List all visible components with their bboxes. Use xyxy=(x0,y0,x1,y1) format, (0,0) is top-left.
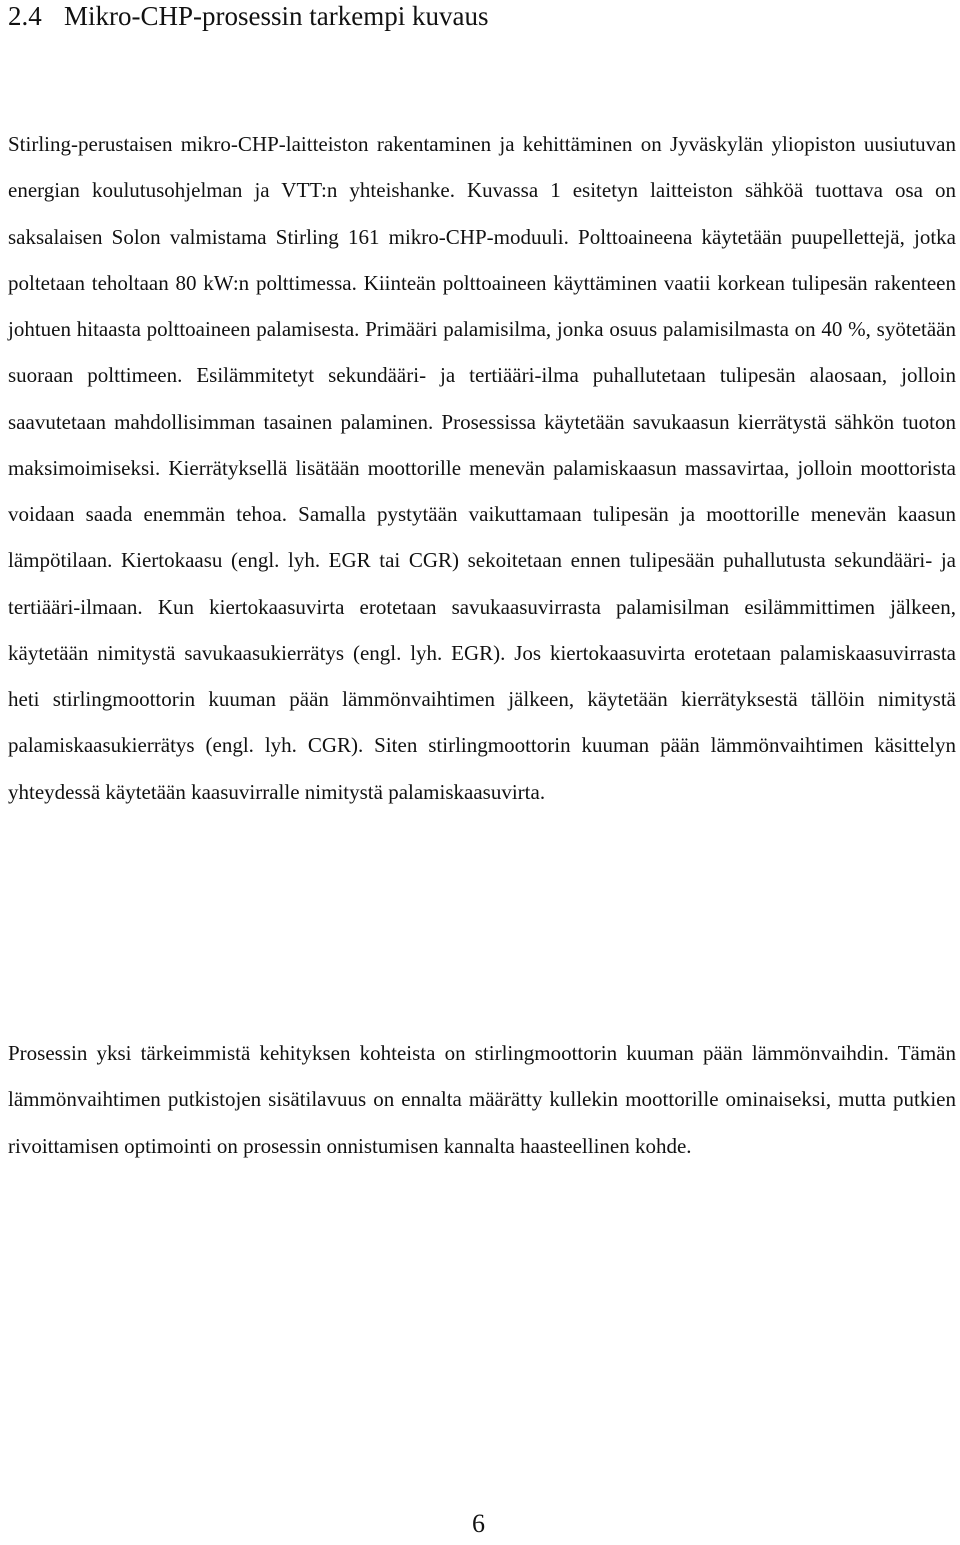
section-heading xyxy=(8,0,488,32)
page-number: 6 xyxy=(472,1509,485,1538)
section-number: 2.4 xyxy=(8,1,42,31)
body-paragraph-1: Stirling-perustaisen mikro-CHP-laitteiston rakentaminen ja kehittäminen on Jyväskylän yliopiston uusiutuvan energian koulutusohjelman ja VTT:n yhteishanke. Kuvassa 1 esitetyn laitteiston sähköä tuottava osa on saksalaisen Solon valmistama Stirling 161 mikro-CHP-moduuli. Polttoaineena käytetään puupellettejä, jotka poltetaan teholtaan 80 kW:n polttimessa. Kiinteän polttoaineen käyttäminen vaatii korkean tulipesän rakenteen johtuen hitaasta polttoaineen palamisesta. Primääri palamisilma, jonka osuus palamisilmasta on 40 %, syötetään suoraan polttimeen. Esilämmitetyt sekundääri- ja tertiääri-ilma puhallutetaan tulipesän alaosaan, jolloin saavutetaan mahdollisimman tasainen palaminen. Prosessissa käytetään savukaasun kierrätystä sähkön tuoton maksimoimiseksi. Kierrätyksellä lisätään moottorille menevän palamiskaasun massavirtaa, jolloin moottorista voidaan saada enemmän tehoa. Samalla pystytään vaikuttamaan tulipesän ja moottorille menevän kaasun lämpötilaan. Kiertokaasu (engl. lyh. EGR tai CGR) sekoitetaan ennen tulipesään puhallutusta sekundääri- ja tertiääri-ilmaan. Kun kiertokaasuvirta erotetaan savukaasuvirrasta palamisilman esilämmittimen jälkeen, käytetään nimitystä savukaasukierrätys (engl. lyh. EGR). Jos kiertokaasuvirta erotetaan palamiskaasuvirrasta heti stirlingmoottorin kuuman pään lämmönvaihtimen jälkeen, käytetään kierrätyksestä tällöin nimitystä palamiskaasukierrätys (engl. lyh. CGR). Siten stirlingmoottorin kuuman pään lämmönvaihtimen käsittelyn yhteydessä käytetään kaasuvirralle nimitystä palamiskaasuvirta. xyxy=(8,132,956,804)
body-paragraph-2: Prosessin yksi tärkeimmistä kehityksen kohteista on stirlingmoottorin kuuman pään lämmönvaihdin. Tämän lämmönvaihtimen putkistojen sisätilavuus on ennalta määrätty kullekin moottorille ominaiseksi, mutta putkien rivoittamisen optimointi on prosessin onnistumisen kannalta haasteellinen kohde. xyxy=(8,1041,956,1158)
section-title: Mikro-CHP-prosessin tarkempi kuvaus xyxy=(64,1,489,31)
